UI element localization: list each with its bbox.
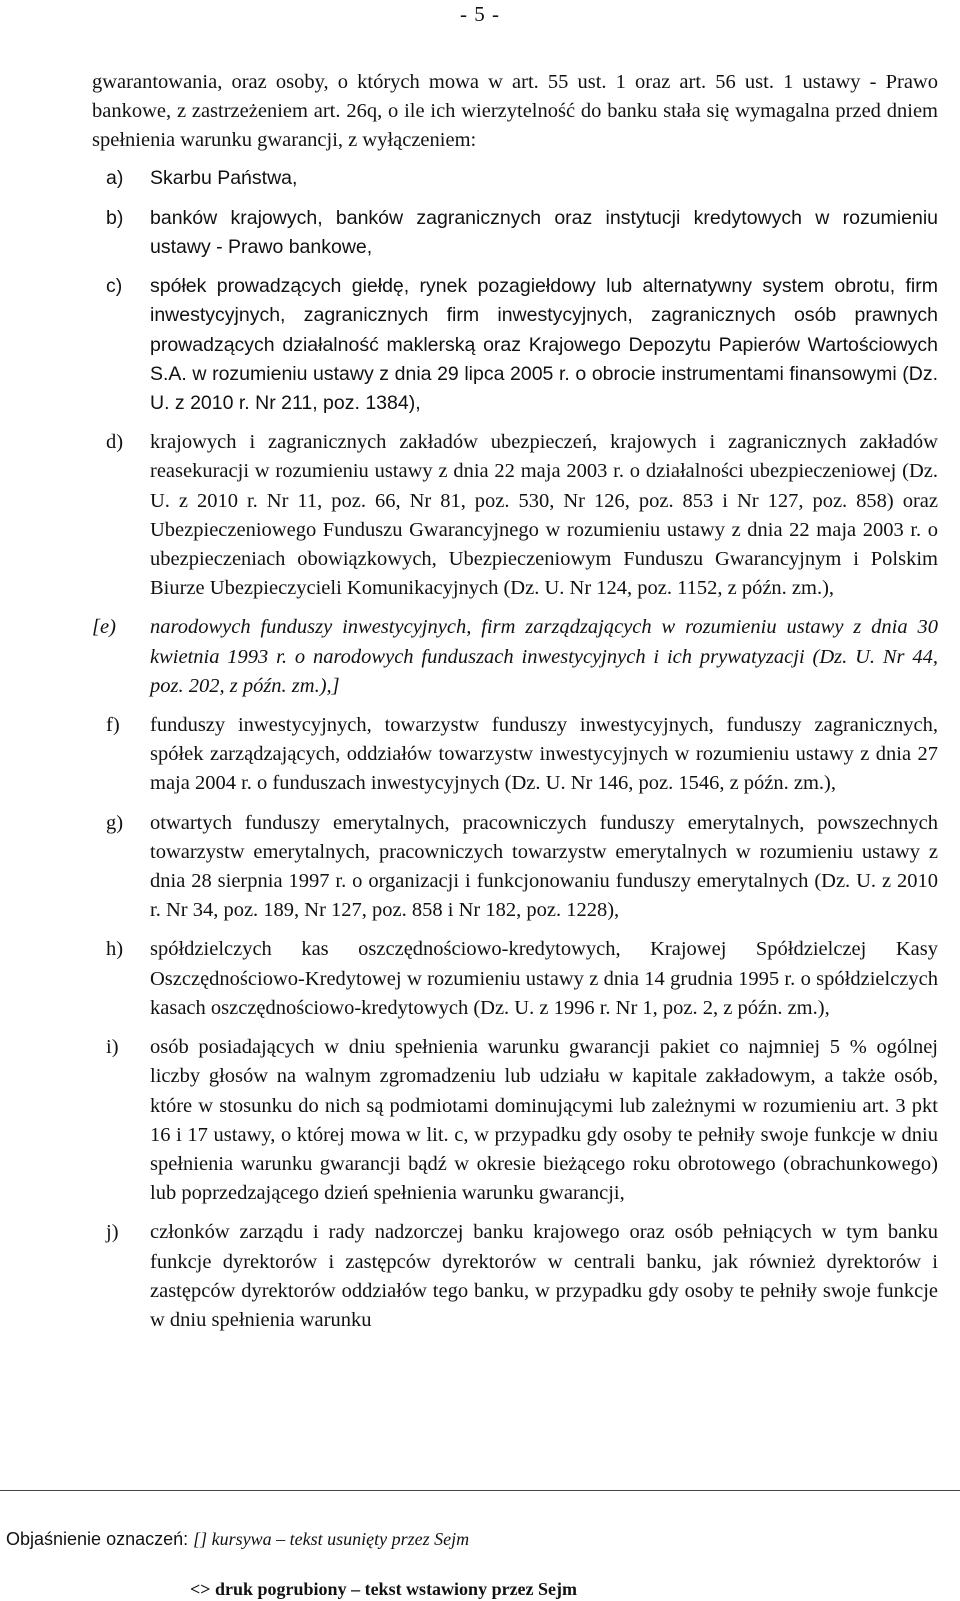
list-marker: b) [106,206,124,229]
list-marker: f) [106,714,120,737]
list-marker: h) [106,938,124,961]
list-marker: [e) [92,616,116,639]
list-item-text: otwartych funduszy emerytalnych, pracowniczych funduszy emerytalnych, powszechnych towarzystw emerytalnych, pracowniczych towarzystw emerytalnych w rozumieniu ustawy z dnia 28 sierpnia 1997 r. o organizacji i funkcjonowaniu funduszy emerytalnych (Dz. U. z 2010 r. Nr 34, poz. 189, Nr 127, poz. 858 i Nr 182, poz. 1228), [150,811,938,922]
legend-label: Objaśnienie oznaczeń: [6,1529,189,1549]
legend-bold-key: <> druk pogrubiony – tekst wstawiony przez Sejm [190,1579,578,1599]
document-body [92,68,938,1335]
list-item-text: spółdzielczych kas oszczędnościowo-kredytowych, Krajowej Spółdzielczej Kasy Oszczędnościowo-Kredytowej w rozumieniu ustawy z dnia 14 grudnia 1995 r. o spółdzielczych kasach oszczędnościowo-kredytowych (Dz. U. z 1996 r. Nr 1, poz. 2, z późn. zm.), [150,938,938,1019]
list-item-j [92,1218,938,1335]
legend-italic-key: [] kursywa – tekst usunięty przez Sejm [193,1529,470,1549]
list-item-d [92,428,938,603]
list-item-text: członków zarządu i rady nadzorczej banku krajowego oraz osób pełniących w tym banku funkcje dyrektorów i zastępców dyrektorów w centrali banku, jak również dyrektorów i zastępców dyrektorów oddziałów tego banku, w przypadku gdy osoby te pełniły swoje funkcje w dniu spełnienia warunku [150,1221,938,1331]
list-item-g [92,809,938,926]
list-marker: d) [106,431,124,454]
list-marker: i) [106,1036,119,1059]
list-marker: a) [106,166,124,189]
list-item-b [92,204,938,262]
page-number: - 5 - [460,2,500,26]
list-item-c [92,272,938,418]
list-item-text: narodowych funduszy inwestycyjnych, firm zarządzających w rozumieniu ustawy z dnia 30 kwietnia 1993 r. o narodowych funduszach inwestycyjnych i ich prywatyzacji (Dz. U. Nr 44, poz. 202, z późn. zm.),] [150,616,938,697]
list-item-text: krajowych i zagranicznych zakładów ubezpieczeń, krajowych i zagranicznych zakładów reasekuracji w rozumieniu ustawy z dnia 22 maja 2003 r. o działalności ubezpieczeniowej (Dz. U. z 2010 r. Nr 11, poz. 66, Nr 81, poz. 530, Nr 126, poz. 853 i Nr 127, poz. 858) oraz Ubezpieczeniowego Funduszu Gwarancyjnego w rozumieniu ustawy z dnia 22 maja 2003 r. o ubezpieczeniach obowiązkowych, Ubezpieczeniowym Funduszu Gwarancyjnym i Polskim Biurze Ubezpieczycieli Komunikacyjnych (Dz. U. Nr 124, poz. 1152, z późn. zm.), [150,431,938,600]
list-item-i [92,1033,938,1208]
list-item-text: Skarbu Państwa, [150,166,298,189]
list-marker: c) [106,275,123,298]
list-item-text: spółek prowadzących giełdę, rynek pozagiełdowy lub alternatywny system obrotu, firm inwestycyjnych, zagranicznych firm inwestycyjnych, zagranicznych osób prawnych prowadzących działalność maklerską oraz Krajowego Depozytu Papierów Wartościowych S.A. w rozumieniu ustawy z dnia 29 lipca 2005 r. o obrocie instrumentami finansowymi (Dz. U. z 2010 r. Nr 211, poz. 1384), [150,275,938,415]
legend-line [6,1528,469,1550]
list-item-h [92,935,938,1023]
list-marker: j) [106,1221,119,1244]
list-item-text: banków krajowych, banków zagranicznych oraz instytucji kredytowych w rozumieniu ustawy - Prawo bankowe, [150,206,938,259]
list-marker: g) [106,811,124,834]
list-item-a [92,164,938,193]
footer-divider [0,1490,960,1491]
list-item-text: osób posiadających w dniu spełnienia warunku gwarancji pakiet co najmniej 5 % ogólnej liczby głosów na walnym zgromadzeniu lub udziału w kapitale zakładowym, a także osób, które w stosunku do nich są podmiotami dominującymi lub zależnymi w rozumieniu art. 3 pkt 16 i 17 ustawy, o której mowa w lit. c, w przypadku gdy osoby te pełniły swoje funkcje w dniu spełnienia warunku gwarancji bądź w okresie bieżącego roku obrotowego (obrachunkowego) lub poprzedzającego dzień spełnienia warunku gwarancji, [150,1036,938,1205]
list-item-e-deleted [92,613,938,701]
list-item-text: funduszy inwestycyjnych, towarzystw funduszy inwestycyjnych, funduszy zagranicznych, spółek zarządzających, oddziałów towarzystw inwestycyjnych w rozumieniu ustawy z dnia 27 maja 2004 r. o funduszach inwestycyjnych (Dz. U. Nr 146, poz. 1546, z późn. zm.), [150,714,938,795]
intro-paragraph: gwarantowania, oraz osoby, o których mowa w art. 55 ust. 1 oraz art. 56 ust. 1 ustawy - Prawo bankowe, z zastrzeżeniem art. 26q, o ile ich wierzytelność do banku stała się wymagalna przed dniem spełnienia warunku gwarancji, z wyłączeniem: [92,71,938,152]
list-item-f [92,711,938,799]
